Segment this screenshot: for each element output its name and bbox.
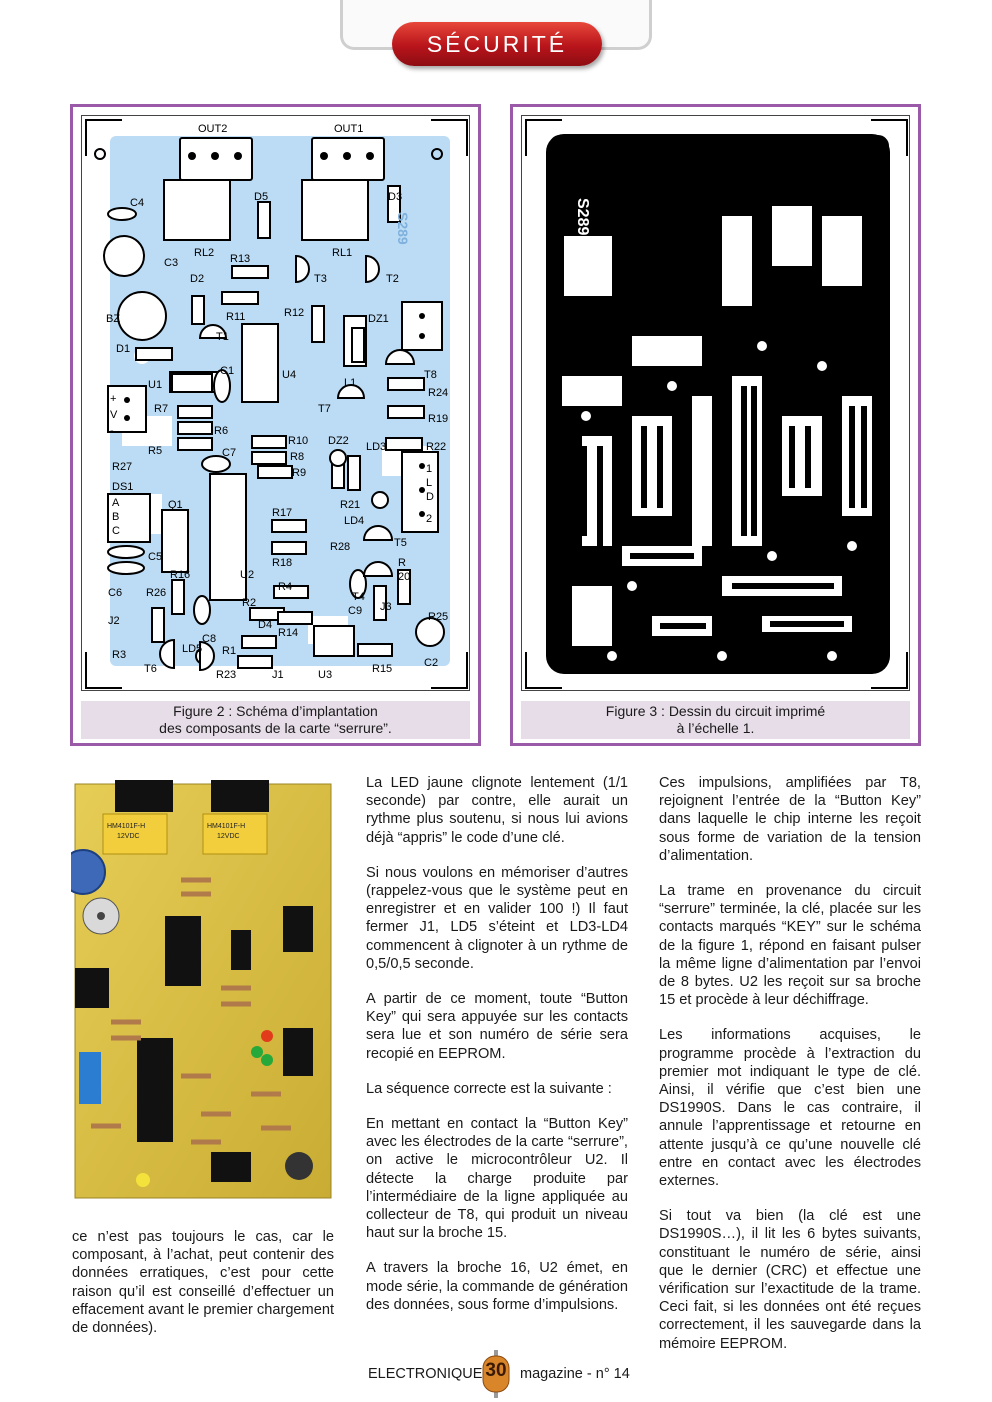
page-footer <box>368 1350 648 1398</box>
column3-paragraph-4: Si tout va bien (la clé est une DS1990S…), il lit les 6 bytes suivants, constituant le numéro de série, ainsi que le dernier (CRC) et effectue une vérification sur l’exactitude de la trame. Ceci fait, si les données ont été reçues correctement, il les sauvegarde dans la mémoire EEPROM. <box>659 1208 921 1352</box>
label-t6: T6 <box>144 663 157 675</box>
label-r13: R13 <box>230 253 251 265</box>
label-minus: - <box>110 425 114 437</box>
label-c: C <box>112 525 120 537</box>
label-r16: R16 <box>170 569 191 581</box>
label-c3: C3 <box>164 257 179 269</box>
label-t8: T8 <box>424 369 437 381</box>
label-c9: C9 <box>348 605 363 617</box>
label-c8: C8 <box>202 633 217 645</box>
label-rl2: RL2 <box>194 247 215 259</box>
label-r25: R25 <box>428 611 449 623</box>
column3-paragraph-3: Les informations acquises, le programme procède à l’extraction du premier mot indiquant le type de clé. Ainsi, il vérifie que c’est bien une DS1990S. Dans le cas contraire, il annule l’apprentissage et retourne en attente jusqu’à ce qu’une nouvelle clé entre en contact avec les électrodes externes. <box>659 1027 921 1190</box>
label-plus: + <box>110 393 117 405</box>
label-ld-d: D <box>426 491 434 503</box>
label-j3: J3 <box>380 601 392 613</box>
label-ds1: DS1 <box>112 481 134 493</box>
text-column-3 <box>659 774 921 1370</box>
column2-paragraph-1: La LED jaune clignote lentement (1/1 seconde) par contre, elle aurait un rythme plus soutenu, si nous lui avions déjà “appris” le code d’une clé. <box>366 775 628 846</box>
label-r1: R1 <box>222 645 237 657</box>
column1-paragraph-1: ce n’est pas toujours le cas, car le composant, à l’achat, peut contenir des données erratiques, c’est pour cette raison qu’il est conseillé d’effectuer un effacement avant le premier chargement de données). <box>72 1229 334 1337</box>
label-b: B <box>112 511 120 523</box>
label-d3: D3 <box>388 191 403 203</box>
label-r15: R15 <box>372 663 393 675</box>
label-t2: T2 <box>386 273 399 285</box>
label-u3: U3 <box>318 669 333 681</box>
text-column-2 <box>366 774 628 1331</box>
column2-paragraph-2: Si nous voulons en mémoriser d’autres (rappelez-vous que le système peut en enregistrer et en valider 100 !) Il faut fermer J1, LD5 s’éteint et LD3-LD4 commencent à clignoter à un rythme de 0,5/0,5 seconde. <box>366 864 628 972</box>
column2-paragraph-3: A partir de ce moment, toute “Button Key” qui sera appuyée sur les contacts sera lue et son numéro de série sera recopié en EEPROM. <box>366 991 628 1062</box>
footer-magazine-name: ELECTRONIQUE <box>368 1366 483 1382</box>
section-banner <box>392 22 602 66</box>
figure-2-caption-line2: des composants de la carte “serrure”. <box>159 720 392 736</box>
label-r21: R21 <box>340 499 361 511</box>
label-r11: R11 <box>226 311 246 323</box>
pcb-code-label: S289 <box>574 198 591 236</box>
label-dz1: DZ1 <box>368 313 389 325</box>
column2-paragraph-6: A travers la broche 16, U2 émet, en mode série, la commande de génération des données, sous forme d’impulsions. <box>366 1260 628 1313</box>
label-q1: Q1 <box>168 499 183 511</box>
pcb-artwork <box>521 115 910 691</box>
label-s289: S289 <box>395 212 411 245</box>
label-r8: R8 <box>290 451 305 463</box>
column2-paragraph-5: En mettant en contact la “Button Key” avec les électrodes de la carte “serrure”, on active le microcontrôleur U2. Il détecte la charge produite par l’intermédiaire de la ligne appliquée au collecteur de T8, qui produit un niveau haut sur la broche 15. <box>366 1116 628 1242</box>
label-u1: U1 <box>148 379 163 391</box>
label-t3: T3 <box>314 273 327 285</box>
column2-paragraph-4: La séquence correcte est la suivante : <box>366 1080 612 1097</box>
footer-issue: magazine - n° 14 <box>520 1366 630 1382</box>
relay1-spec: 12VDC <box>117 833 140 840</box>
page-number: 30 <box>485 1360 507 1381</box>
label-20: 20 <box>398 571 411 583</box>
label-c2: C2 <box>424 657 439 669</box>
label-r23: R23 <box>216 669 237 681</box>
label-ld3: LD3 <box>366 441 387 453</box>
label-r5: R5 <box>148 445 163 457</box>
component-layout-svg <box>82 116 470 691</box>
component-layout-diagram <box>81 115 470 691</box>
label-j1: J1 <box>272 669 284 681</box>
label-rl1: RL1 <box>332 247 353 259</box>
label-ld-pin2: 2 <box>426 513 433 525</box>
label-out1: OUT1 <box>334 123 364 135</box>
label-dz2: DZ2 <box>328 435 349 447</box>
label-t7: T7 <box>318 403 331 415</box>
label-r7: R7 <box>154 403 169 415</box>
label-t4: T4 <box>352 591 365 603</box>
label-ld-pin1: 1 <box>426 463 433 475</box>
label-r: R <box>398 557 406 569</box>
label-d5: D5 <box>254 191 269 203</box>
figure-3-caption-line1: Figure 3 : Dessin du circuit imprimé <box>605 703 826 719</box>
label-t1: T1 <box>216 331 229 343</box>
label-r27: R27 <box>112 461 133 473</box>
label-r22: R22 <box>426 441 447 453</box>
label-r6: R6 <box>214 425 229 437</box>
figure-3 <box>510 104 921 746</box>
label-j2: J2 <box>108 615 120 627</box>
label-r28: R28 <box>330 541 351 553</box>
section-title: SÉCURITÉ <box>426 30 568 57</box>
label-r4: R4 <box>278 581 293 593</box>
label-r9: R9 <box>292 467 307 479</box>
label-d1: D1 <box>116 343 131 355</box>
label-c5: C5 <box>148 551 163 563</box>
relay2-spec: 12VDC <box>217 833 240 840</box>
label-bz: BZ <box>106 313 121 325</box>
label-c6: C6 <box>108 587 123 599</box>
label-d4: D4 <box>258 619 273 631</box>
assembled-board-svg <box>71 776 335 1202</box>
label-r18: R18 <box>272 557 293 569</box>
label-r14: R14 <box>278 627 299 639</box>
text-column-1 <box>72 1228 334 1354</box>
label-ld4: LD4 <box>344 515 365 527</box>
relay1-label: HM4101F-H <box>107 823 146 830</box>
assembled-board-photo <box>71 776 335 1202</box>
label-r17: R17 <box>272 507 293 519</box>
label-out2: OUT2 <box>198 123 228 135</box>
figure-3-caption <box>521 701 910 739</box>
label-l1: L1 <box>344 377 357 389</box>
label-r12: R12 <box>284 307 305 319</box>
label-c4: C4 <box>130 197 145 209</box>
column3-paragraph-1: Ces impulsions, amplifiées par T8, rejoignent l’entrée de la “Button Key” dans laquelle le chip interne les reçoit sous forme de variation de la tension d’alimentation. <box>659 775 921 864</box>
label-r10: R10 <box>288 435 309 447</box>
label-v: V <box>110 409 118 421</box>
label-ld5: LD5 <box>182 643 203 655</box>
label-r2: R2 <box>242 597 257 609</box>
pcb-artwork-svg <box>522 116 910 691</box>
label-t5: T5 <box>394 537 407 549</box>
column3-paragraph-2: La trame en provenance du circuit “serrure” terminée, la clé, placée sur les contacts marqués “KEY” sur le schéma de la figure 1, répond en faisant pulser la même ligne d’alimentation par l’envoi de 8 bytes. U2 les reçoit sur sa broche 15 et procède à leur déchiffrage. <box>659 883 921 1009</box>
label-c7: C7 <box>222 447 237 459</box>
label-u2: U2 <box>240 569 255 581</box>
relay2-label: HM4101F-H <box>207 823 246 830</box>
figure-3-caption-line2: à l’échelle 1. <box>676 720 755 736</box>
label-a: A <box>112 497 120 509</box>
label-u4: U4 <box>282 369 297 381</box>
label-c1: C1 <box>220 365 235 377</box>
label-r19: R19 <box>428 413 449 425</box>
label-r26: R26 <box>146 587 167 599</box>
label-r24: R24 <box>428 387 449 399</box>
label-d2: D2 <box>190 273 205 285</box>
label-ld-l: L <box>426 477 433 489</box>
figure-2 <box>70 104 481 746</box>
figure-2-caption <box>81 701 470 739</box>
figure-2-caption-line1: Figure 2 : Schéma d’implantation <box>173 703 378 719</box>
label-r3: R3 <box>112 649 127 661</box>
